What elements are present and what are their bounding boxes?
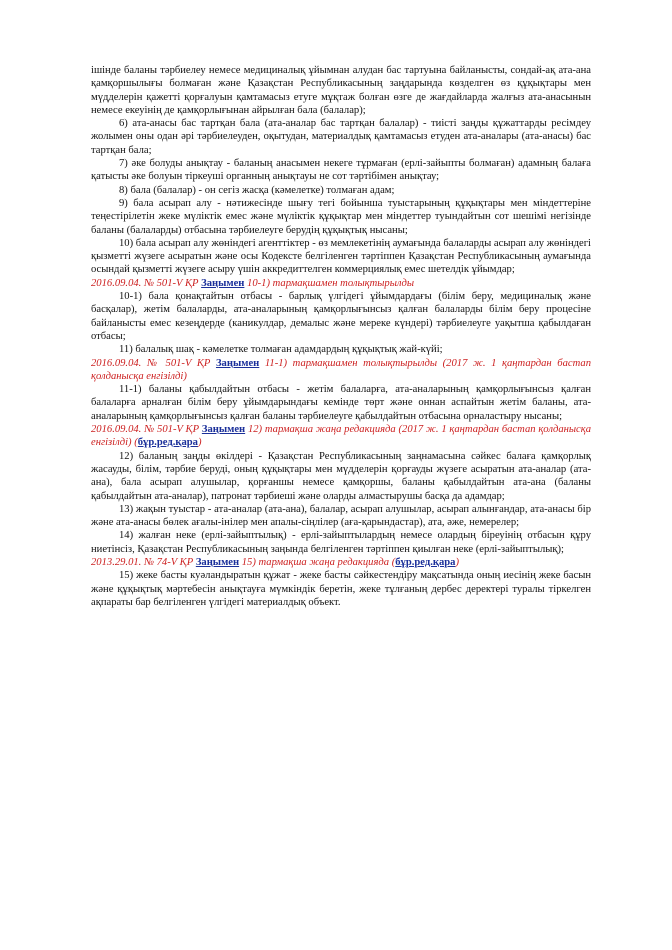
amendment-note: [91, 277, 591, 290]
amendment-note-text: 12) тармақша жаңа редакцияда (2017 ж. 1 қаңтардан бастап қолданысқа енгізілді) (: [91, 424, 592, 449]
law-link[interactable]: Заңымен: [201, 277, 245, 289]
document-page: [91, 64, 591, 609]
law-link[interactable]: Заңымен: [195, 556, 240, 568]
amendment-note-text: 10-1) тармақшамен толықтырылды: [244, 277, 415, 289]
amendment-note-tail: ): [455, 556, 459, 568]
amendment-note-text: 15) тармақша жаңа редакцияда (: [239, 556, 396, 568]
paragraph-item-11: 11) балалық шақ - кәмелетке толмаған адамдардың құқықтық жай-күйі;: [119, 344, 443, 356]
previous-edition-link[interactable]: бұр.ред.қара: [395, 556, 456, 568]
paragraph-item-8: 8) бала (балалар) - он сегіз жасқа (кәмелетке) толмаған адам;: [119, 184, 395, 196]
amendment-note: [91, 357, 591, 384]
amendment-note: [91, 423, 591, 450]
paragraph-item-9: 9) бала асырап алу - нәтижесінде шығу тегі бойынша туыстарының құқықтары мен міндеттеріне теңестірілетін жеке мүліктік емес және мүліктік құқықтар мен міндеттер туындайтын сот шешімі негізінде баланы (балаларды) отбасына тәрбиелеуге берудің құқықтық нысаны;: [91, 197, 591, 236]
paragraph-item-15: 15) жеке басты куәландыратын құжат - жеке басты сәйкестендіру мақсатында оның иесінің жеке басын және құқықтық мәртебесін анықтауға мүмкіндік беретін, жеке тұлғаның дербес деректері туралы тіркелген ақпараты бар белгіленген үлгідегі материалдық объект.: [91, 570, 591, 608]
paragraph-item-10-1: 10-1) бала қонақтайтын отбасы - барлық үлгідегі ұйымдардағы (білім беру, медициналық және басқалар), жетім балаларды, ата-аналарының қамқорлығынсыз қалған балаларды білім беру процесіне байланысты емес кезеңдерде (каникулдар, демалыс және мереке күндері) тәрбиелеуге уақытша қабылдаған отбасы;: [91, 291, 591, 342]
law-link[interactable]: Заңымен: [201, 424, 246, 436]
paragraph-item-14: 14) жалған неке (ерлі-зайыптылық) - ерлі-зайыптылардың немесе олардың біреуінің отбасын құру ниетінсіз, Қазақстан Республикасының заңында белгіленген тәртіппен қиылған неке (ерлі-зайыптылық);: [91, 530, 591, 555]
amendment-note-text: 11-1) тармақшамен толықтырылды (2017 ж. 1 қаңтардан бастап қолданысқа енгізілді): [91, 357, 592, 382]
amendment-note-tail: ): [197, 437, 202, 449]
paragraph-item-10: 10) бала асырап алу жөніндегі агенттіктер - өз мемлекетінің аумағында балаларды асырап алу жөніндегі қызметті жүзеге асыратын және осы Кодексте белгіленген тәртіппен Қазақстан Республикасының аумағында осындай қызметті жүзеге асыру үшін аккредиттелген коммерциялық емес шетелдік ұйымдар;: [91, 237, 591, 276]
law-link[interactable]: Заңымен: [215, 357, 260, 369]
amendment-note-prefix: 2016.09.04. № 501-V ҚР: [91, 424, 202, 436]
paragraph-item-11-1: 11-1) баланы қабылдайтын отбасы - жетім балаларға, ата-аналарының қамқорлығынсыз қалған балаларға арналған білім беру ұйымдарындағы кемінде төрт және оннан аспайтын жетім баланы, ата-аналарының қамқорлығынсыз қалған баланы тәрбиелеуге қабылдайтын отбасына орналастыру нысаны;: [91, 384, 591, 422]
paragraph-continuation: ішінде баланы тәрбиелеу немесе медициналық ұйымнан алудан бас тартуына байланысты, сондай-ақ ата-ана қамқоршылығы болмаған және Қазақстан Республикасының заңдарында көзделген өз құқықтары мен мүдделерін қажетті қорғалуын қамтамасыз етуге мұқтаж болған өзге де жағдайларда жалғыз ата-анасынын немесе екеуінің де қамқорлығынан айрылған бала (балалар);: [91, 65, 591, 116]
amendment-note-prefix: 2016.09.04. № 501-V ҚР: [91, 357, 216, 369]
previous-edition-link[interactable]: бұр.ред.қара: [137, 437, 198, 449]
amendment-note-prefix: 2016.09.04. № 501-V ҚР: [91, 277, 202, 289]
paragraph-item-13: 13) жақын туыстар - ата-аналар (ата-ана), балалар, асырап алушылар, асырап алынғандар, ата-анасы бір және ата-анасы бөлек ағалы-інілер мен апалы-сіңлілер (аға-қарындастар), ата, әже, немерелер;: [91, 503, 591, 529]
amendment-note-prefix: 2013.29.01. № 74-V ҚР: [91, 556, 196, 568]
paragraph-item-12: 12) баланың заңды өкілдері - Қазақстан Республикасының заңнамасына сәйкес балаға қамқорлық жасауды, білім, тәрбие беруді, оның құқықтары мен мүдделерін қорғауды жүзеге асыратын ата-аналар (ата-ана), бала асырап алушылар, қорғаншы немесе қамқоршы, баланы қабылдайтын ата-ана (баланы қабылдайтын ата-аналар), патронат тәрбиеші және оларды алмастырушы басқа да адамдар;: [91, 450, 591, 502]
paragraph-item-6: 6) ата-анасы бас тартқан бала (ата-аналар бас тартқан балалар) - тиісті заңды құжаттарды ресімдеу жолымен оны одан әрі тәрбиелеуден, оқытудан, материалдық қамтамасыз етуден ата-аналары (ата-анасы) бас тартқан бала;: [91, 118, 591, 156]
paragraph-item-7: 7) әке болуды анықтау - баланың анасымен некеге тұрмаған (ерлі-зайыпты болмаған) адамның балаға қатысты әке болуын тіркеуші органның анықтауы не сот тәртібімен анықтау;: [91, 158, 591, 183]
amendment-note: [91, 556, 591, 569]
